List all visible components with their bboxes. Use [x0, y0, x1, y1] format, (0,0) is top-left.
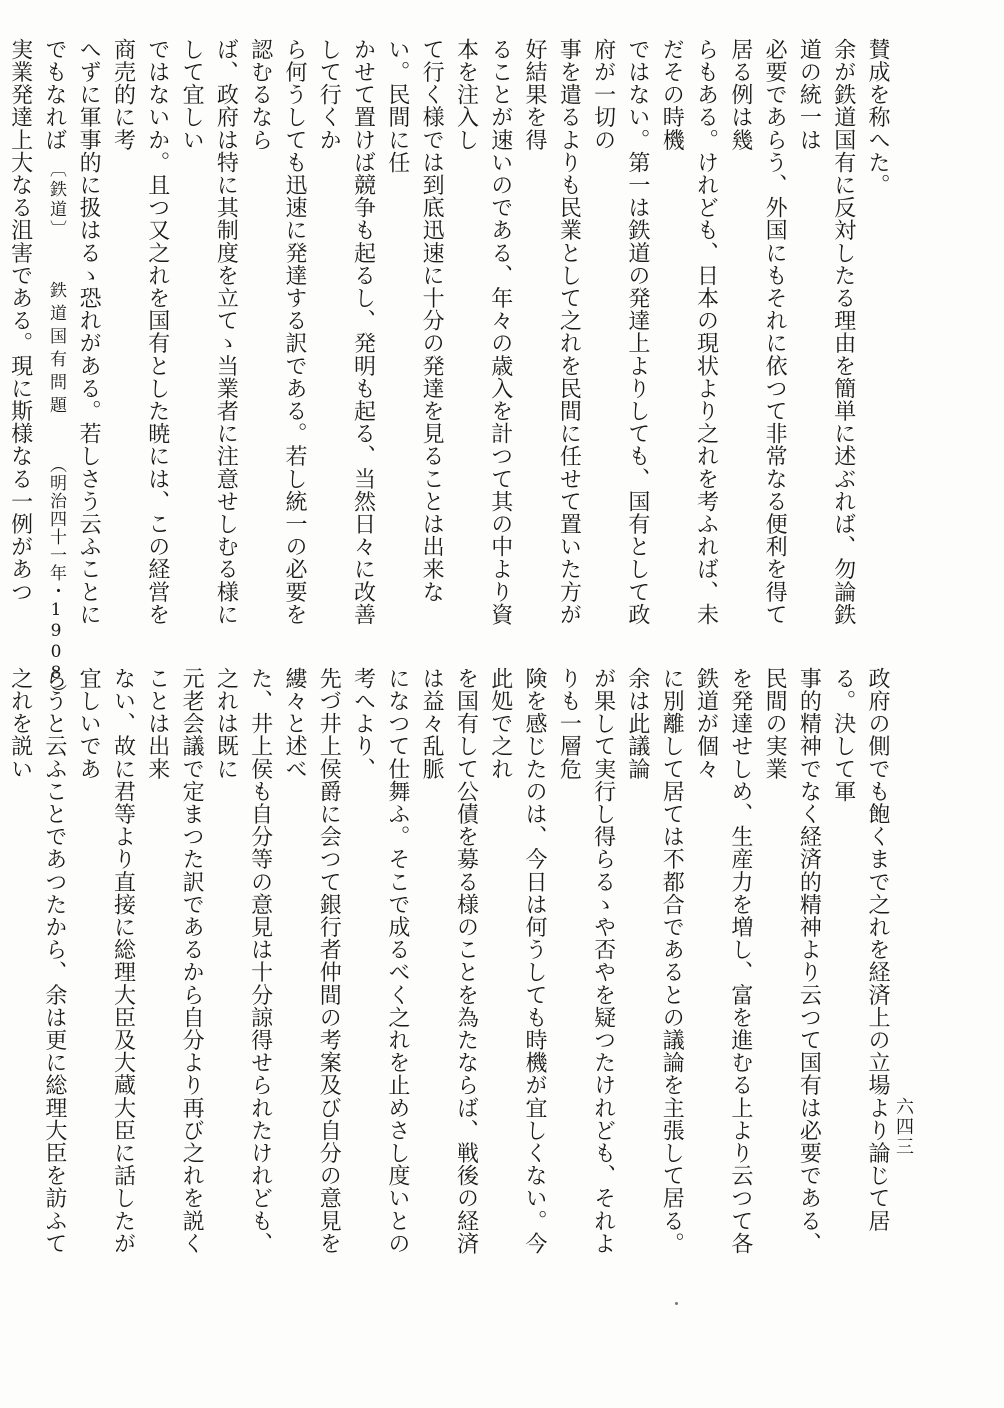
lower-text-block: 政府の側でも飽くまで之れを経済上の立場より論じて居る。決して軍 事的精神でなく経済的精神より云つて国有は必要である、民間の実業 を発達せしめ、生産力を増し、富を進むる上より云つて各鉄道が個々 に別離して居ては不都合であるとの議論を主張して居る。余は此議論 が果して実行し得らるゝや否やを疑つたけれども、それよりも一層危 険を感じたのは、今日は何うしても時機が宜しくない。今此処で之れ を国有して公債を募る様のことを為たならば、戦後の経済は益々乱脈 になつて仕舞ふ。そこで成るべく之れを止めさし度いとの考へより、 先づ井上侯爵に会つて銀行者仲間の考案及び自分の意見を縷々と述べ た、井上侯も自分等の意見は十分諒得せられたけれども、之れは既に 元老会議で定まつた訳であるから自分より再び之れを説くことは出来 ない、故に君等より直接に総理大臣及大蔵大臣に話したが宜しいであ らうと云ふことであつたから、余は更に総理大臣を訪ふて之れを説い: [7, 667, 890, 1255]
article-date: （明治四十一年・1908）: [46, 456, 66, 702]
article-title: 鉄道国有問題: [46, 281, 66, 419]
section-tag: 〔鉄道〕: [46, 160, 66, 240]
running-header: [44, 160, 69, 702]
page-number: 六四三: [893, 1097, 914, 1157]
upper-text-block: 賛成を称へた。 余が鉄道国有に反対したる理由を簡単に述ぶれば、勿論鉄道の統一は 必要であらう、外国にもそれに依つて非常なる便利を得て居る例は幾 らもある。けれども、日本の現状より之れを考ふれば、未だその時機 ではない。第一は鉄道の発達上よりしても、国有として政府が一切の 事を遣るよりも民業として之れを民間に任せて置いた方が好結果を得 ることが速いのである、年々の歳入を計つて其の中より資本を注入し て行く様では到底迅速に十分の発達を見ることは出来ない。民間に任 かせて置けば競争も起るし、発明も起る、当然日々に改善して行くか ら何うしても迅速に発達する訳である。若し統一の必要を認むるなら ば、政府は特に其制度を立てゝ当業者に注意せしむる様にして宜しい ではないか。且つ又之れを国有とした暁には、この経営を商売的に考 へずに軍事的に扱はるゝ恐れがある。若しさう云ふことにでもなれば 実業発達上大なる沮害である。現に斯様なる一例があつ: [7, 38, 890, 626]
print-speck: [675, 1302, 678, 1305]
